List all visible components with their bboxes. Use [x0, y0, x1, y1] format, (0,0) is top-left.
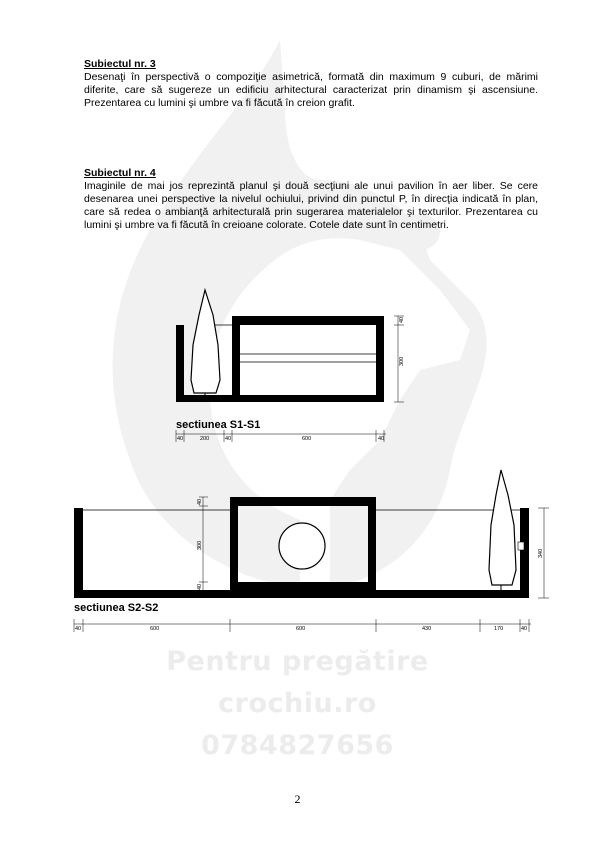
section-s2-label: sectiunea S2-S2 [74, 602, 159, 614]
s2-block-right [368, 506, 376, 582]
s2-roof-slab [230, 497, 376, 506]
s1-right-wall [376, 325, 384, 395]
s2-left-wall [74, 508, 83, 598]
section-s2-drawing [74, 470, 549, 632]
s2-dim-h-2: 600 [296, 626, 306, 632]
s2-dim-h-5: 40 [521, 626, 528, 632]
s1-roof-slab [232, 316, 384, 325]
section-s1-drawing [176, 290, 405, 442]
s2-dim-h-1: 600 [150, 626, 160, 632]
s1-floor-slab [232, 395, 384, 402]
s2-dim-v-0: 40 [197, 498, 203, 505]
subject-4-heading: Subiectul nr. 4 [84, 167, 156, 179]
s1-dim-h-1: 200 [200, 436, 210, 442]
watermark-line-2: crochiu.ro [218, 688, 377, 719]
s1-dim-h-4: 40 [378, 436, 385, 442]
s2-dim-v-1: 300 [197, 540, 203, 550]
watermark-line-1: Pentru pregătire [166, 646, 429, 677]
s2-dim-v-2: 40 [197, 583, 203, 590]
circular-window [279, 523, 325, 569]
watermark-line-3: 0784827656 [201, 730, 394, 761]
s1-left-wall [176, 325, 184, 402]
s2-block-left [230, 506, 238, 582]
tree-icon [191, 290, 220, 393]
s1-dim-h-2: 40 [225, 436, 232, 442]
page-number: 2 [294, 792, 301, 806]
s1-dim-h-3: 600 [302, 436, 312, 442]
subject-4-text: Imaginile de mai jos reprezintă planul şi două secţiuni ale unui pavilion în aer liber. Se cere desenarea unei perspective la nivelul ochiului, privind din punctul P, în direcţia indicată în plan, care să redea o ambianţă arhitecturală prin sugerarea materialelor şi texturilor. Prezentarea cu lumini şi umbre va fi făcută în creioane colorate. Cotele date sunt în centimetri. [84, 180, 538, 231]
tree-icon-2 [489, 470, 516, 585]
s1-dim-h-0: 40 [177, 436, 184, 442]
s2-dim-h-4: 170 [494, 626, 504, 632]
s2-floor-slab [74, 590, 528, 598]
s1-dim-v-1: 300 [399, 356, 405, 366]
s1-base-left [184, 395, 232, 402]
subject-3-text: Desenaţi în perspectivă o compoziţie asimetrică, formată din maximum 9 cuburi, de mărimi diferite, care să sugereze un edificiu arhitectural caracterizat prin dinamism şi ascensiune. Prezentarea cu lumini şi umbre va fi făcută în creion grafit. [84, 71, 538, 109]
subject-3-heading: Subiectul nr. 3 [84, 58, 156, 70]
s1-inner-wall [232, 325, 240, 395]
s2-dim-h-0: 40 [75, 626, 82, 632]
s2-dim-h-3: 430 [422, 626, 432, 632]
s2-dim-height: 340 [538, 548, 544, 558]
s1-dim-v-0: 40 [399, 316, 405, 323]
s2-right-wall [520, 508, 529, 598]
section-s1-label: sectiunea S1-S1 [176, 419, 261, 431]
